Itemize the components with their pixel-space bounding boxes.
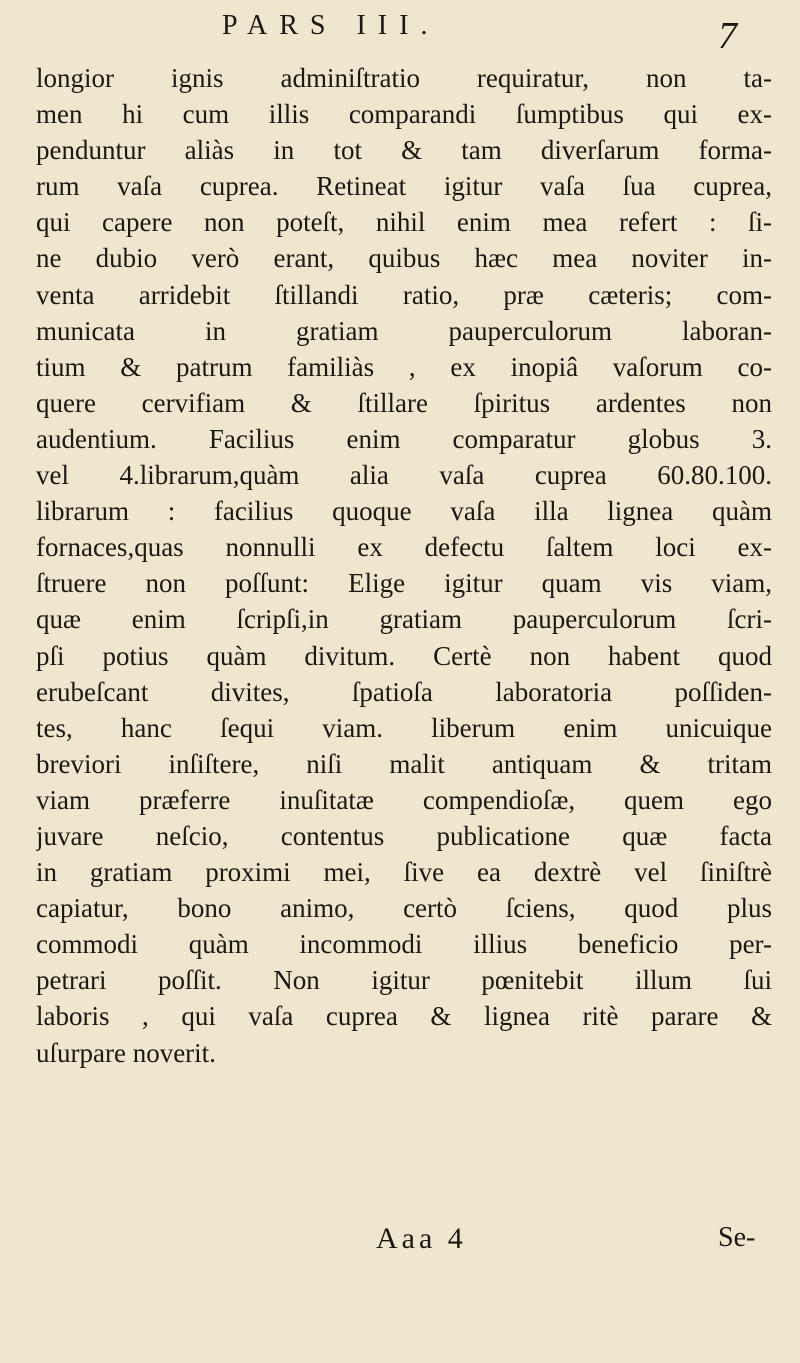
text-line: municata in gratiam pauperculorum laboran- bbox=[36, 315, 772, 346]
text-line: ne dubio verò erant, quibus hæc mea noviter in- bbox=[36, 243, 772, 274]
text-line: men hi cum illis comparandi ſumptibus qui ex- bbox=[36, 99, 772, 130]
body-text bbox=[36, 60, 772, 1071]
text-line: uſurpare noverit. bbox=[36, 1037, 216, 1068]
text-line: penduntur aliàs in tot & tam diverſarum forma- bbox=[36, 135, 772, 166]
text-line: in gratiam proximi mei, ſive ea dextrè vel ſiniſtrè bbox=[36, 857, 772, 888]
text-line: viam præferre inuſitatæ compendioſæ, quem ego bbox=[36, 784, 772, 815]
text-line: commodi quàm incommodi illius beneficio per- bbox=[36, 929, 772, 960]
text-line: audentium. Facilius enim comparatur globus 3. bbox=[36, 423, 772, 454]
signature-mark: Aaa 4 bbox=[376, 1222, 467, 1255]
text-line: tes, hanc ſequi viam. liberum enim unicuique bbox=[36, 712, 772, 743]
text-line: quæ enim ſcripſi,in gratiam pauperculorum ſcri- bbox=[36, 604, 772, 635]
page-footer bbox=[0, 1222, 800, 1272]
text-line: tium & patrum familiàs , ex inopiâ vaſorum co- bbox=[36, 351, 772, 382]
text-line: venta arridebit ſtillandi ratio, præ cæteris; com- bbox=[36, 279, 772, 310]
text-line: breviori inſiſtere, niſi malit antiquam & tritam bbox=[36, 748, 772, 779]
text-line: fornaces,quas nonnulli ex defectu ſaltem loci ex- bbox=[36, 532, 772, 563]
page-header bbox=[0, 10, 800, 56]
catchword: Se- bbox=[718, 1222, 756, 1253]
text-line: juvare neſcio, contentus publicatione quæ facta bbox=[36, 820, 772, 851]
page-number: 7 bbox=[718, 15, 737, 57]
text-line: librarum : facilius quoque vaſa illa lignea quàm bbox=[36, 496, 772, 527]
text-line: capiatur, bono animo, certò ſciens, quod plus bbox=[36, 893, 772, 924]
text-line: ſtruere non poſſunt: Elige igitur quam vis viam, bbox=[36, 568, 772, 599]
text-line: rum vaſa cuprea. Retineat igitur vaſa ſua cuprea, bbox=[36, 171, 772, 202]
text-line: erubeſcant divites, ſpatioſa laboratoria poſſiden- bbox=[36, 676, 772, 707]
text-line: quere cervifiam & ſtillare ſpiritus ardentes non bbox=[36, 387, 772, 418]
text-line: qui capere non poteſt, nihil enim mea refert : ſi- bbox=[36, 207, 772, 238]
text-line: vel 4.librarum,quàm alia vaſa cuprea 60.80.100. bbox=[36, 460, 772, 491]
text-line: petrari poſſit. Non igitur pœnitebit illum ſui bbox=[36, 965, 772, 996]
running-head: PARS III. bbox=[222, 10, 440, 41]
text-line: longior ignis adminiſtratio requiratur, non ta- bbox=[36, 63, 772, 93]
text-line: laboris , qui vaſa cuprea & lignea ritè parare & bbox=[36, 1001, 772, 1032]
text-line: pſi potius quàm divitum. Certè non habent quod bbox=[36, 640, 772, 671]
